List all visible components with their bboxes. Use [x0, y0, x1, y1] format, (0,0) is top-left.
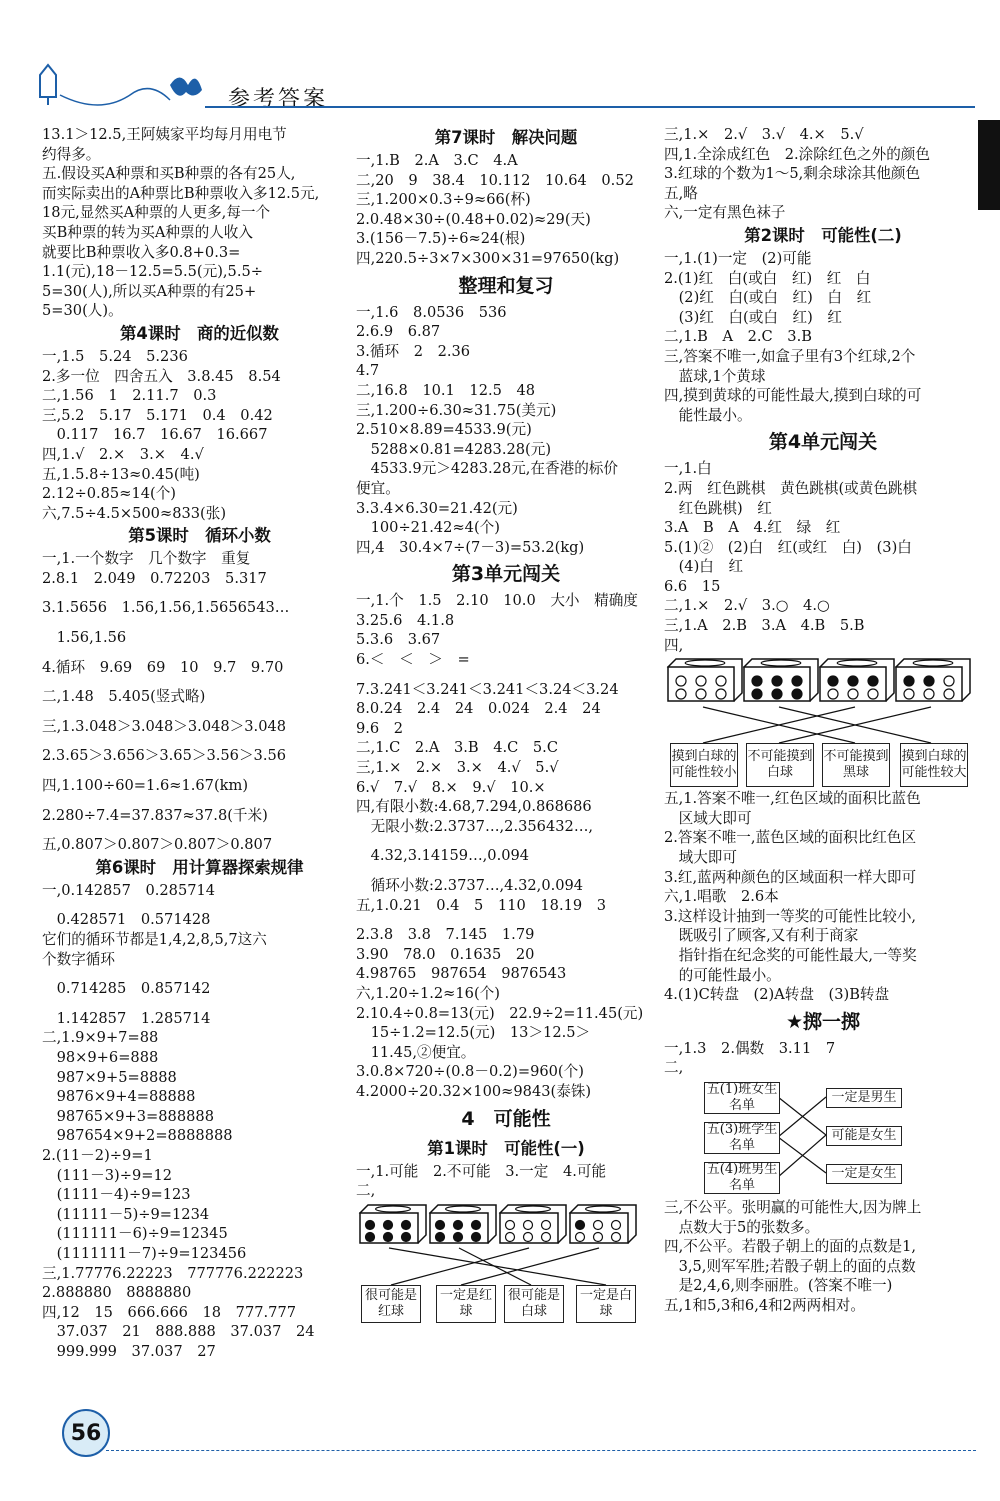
tree-left-3: 五(4)班男生名单: [704, 1162, 780, 1194]
ball-icon: [772, 689, 782, 699]
ball-icon: [542, 1232, 551, 1241]
answer-line: 一,1.可能 2.不可能 3.一定 4.可能: [356, 1162, 607, 1180]
section-heading: 整理和复习: [458, 274, 554, 297]
column-right: [664, 125, 982, 1316]
answer-line: 13.1＞12.5,王阿姨家平均每月用电节: [42, 126, 287, 143]
answer-line: 987×9+5=8888: [42, 1068, 177, 1086]
ball-icon: [696, 689, 706, 699]
answer-line: 三,1.77776.22223 777776.222223: [42, 1264, 304, 1282]
answer-line: 7.3.241＜3.241＜3.241＜3.24＜3.24: [356, 680, 619, 698]
answer-line: 二,1.C 2.A 3.B 4.C 5.C: [356, 739, 558, 757]
answer-line: 4.2000÷20.32×100≈9843(泰铢): [356, 1082, 592, 1100]
ball-icon: [848, 689, 858, 699]
header-divider: [205, 106, 975, 108]
answer-line: 二,1.56 1 2.11.7 0.3: [42, 387, 217, 405]
answer-line: 5.3.6 3.67: [356, 631, 441, 649]
page-number: 56: [62, 1409, 110, 1457]
answer-line: 三,不公平。张明赢的可能性大,因为牌上: [664, 1198, 922, 1216]
answer-line: 2.12÷0.85≈14(个): [42, 485, 176, 503]
tree-right-2: 可能是女生: [826, 1126, 902, 1146]
answer-line: 域大即可: [664, 849, 737, 867]
ball-icon: [676, 676, 686, 686]
answer-line: 六,1.唱歌 2.6本: [664, 888, 779, 906]
ball-icon: [542, 1220, 551, 1229]
ball-icon: [696, 676, 706, 686]
ball-icon: [384, 1232, 393, 1241]
ball-icon: [792, 689, 802, 699]
answer-line: 4.32,3.14159…,0.094: [356, 847, 530, 865]
answer-line: 二,: [664, 1059, 684, 1077]
page-header: [0, 0, 1000, 125]
answer-line: 五,1和5,3和6,4和2两两相对。: [664, 1296, 865, 1314]
answer-line: [42, 796, 357, 806]
answer-line: (111－3)÷9=12: [42, 1166, 173, 1184]
ball-icon: [454, 1232, 463, 1241]
answer-line: 二,16.8 10.1 12.5 48: [356, 381, 536, 399]
answer-line: 二,1.48 5.405(竖式略): [42, 688, 206, 706]
answer-line: 2.0.48×30÷(0.48+0.02)≈29(天): [356, 210, 591, 228]
ball-icon: [716, 676, 726, 686]
answer-line: (3)红 白(或白 红) 红: [664, 308, 842, 326]
answer-line: 2.510×8.89=4533.9(元): [356, 421, 532, 439]
answer-line: 2.(1)红 白(或白 红) 红 白: [664, 269, 871, 287]
answer-line: 2.(11－2)÷9=1: [42, 1146, 153, 1164]
answer-line: 个数字循环: [42, 950, 115, 968]
ball-icon: [676, 689, 686, 699]
ball-icon: [904, 689, 914, 699]
answer-line: [42, 825, 357, 835]
answer-line: 5288×0.81=4283.28(元): [356, 440, 552, 458]
answer-line: 三,5.2 5.17 5.171 0.4 0.42: [42, 406, 273, 424]
answer-line: 一,1.(1)一定 (2)可能: [664, 249, 812, 267]
ball-icon: [506, 1220, 515, 1229]
answer-line: 3.A B A 4.红 绿 红: [664, 519, 841, 537]
answer-line: 三,1.200×0.3÷9≈66(杯): [356, 191, 531, 209]
answer-line: 是2,4,6,则李丽胜。(答案不唯一): [664, 1277, 893, 1295]
answer-line: 一,1.5 5.24 5.236: [42, 347, 188, 365]
ball-icon: [924, 689, 934, 699]
answer-line: 指针指在纪念奖的可能性最大,一等奖: [664, 947, 917, 964]
tree-diagram: [664, 1078, 982, 1198]
answer-line: 三,1.× 2.× 3.× 4.√ 5.√: [356, 759, 559, 777]
answer-line: [42, 999, 357, 1009]
answer-line: 四,220.5÷3×7×300×31=97650(kg): [356, 249, 620, 267]
answer-line: 就要比B种票收入多0.8+0.3=: [42, 243, 241, 261]
answer-line: 一,1.3 2.偶数 3.11 7: [664, 1039, 836, 1057]
ball-icon: [576, 1220, 585, 1229]
answer-line: [42, 618, 357, 628]
answer-line: 2.280÷7.4=37.837≈37.8(千米): [42, 806, 268, 824]
section-heading: 4 可能性: [461, 1107, 551, 1130]
answer-line: 六,1.20÷1.2≈16(个): [356, 984, 500, 1002]
answer-line: (1111111－7)÷9=123456: [42, 1244, 247, 1262]
ball-icon: [828, 676, 838, 686]
tree-left-2: 五(3)班学生名单: [704, 1122, 780, 1154]
answer-line: 4.7: [356, 362, 380, 380]
answer-line: 1.142857 1.285714: [42, 1009, 211, 1027]
ball-icon: [772, 676, 782, 686]
answer-line: 无限小数:2.3737…,2.356432…,: [356, 817, 594, 835]
answer-line: 能性最小。: [664, 406, 752, 424]
ball-icon: [924, 676, 934, 686]
answer-line: 二,1.9×9+7=88: [42, 1029, 159, 1047]
answer-line: 买B种票的转为买A种票的人收入: [42, 223, 253, 241]
answer-line: 2.8.1 2.049 0.72203 5.317: [42, 569, 267, 587]
ball-icon: [944, 689, 954, 699]
ball-icon: [366, 1232, 375, 1241]
diagram2-label-4: 摸到白球的可能性较大: [900, 743, 968, 787]
lesson-heading: 第5课时 循环小数: [128, 526, 271, 546]
ball-icon: [436, 1220, 445, 1229]
answer-line: 四,1.100÷60=1.6≈1.67(km): [42, 777, 249, 795]
tree-right-3: 一定是女生: [826, 1164, 902, 1184]
diagram1-label-1: 很可能是红球: [361, 1285, 421, 1323]
answer-line: 2.多一位 四舍五入 3.8.45 8.54: [42, 367, 281, 385]
answer-line: 四,1.全涂成红色 2.涂除红色之外的颜色: [664, 145, 930, 163]
answer-line: 2.两 红色跳棋 黄色跳棋(或黄色跳棋: [664, 479, 918, 497]
ball-icon: [612, 1220, 621, 1229]
answer-line: [356, 915, 656, 925]
answer-line: 3.(156－7.5)÷6≈24(根): [356, 230, 526, 248]
answer-line: 便宜。: [356, 479, 400, 497]
ball-icon: [402, 1220, 411, 1229]
answer-line: (4)白 红: [664, 558, 744, 576]
answer-line: 9876×9+4=88888: [42, 1088, 196, 1106]
answer-line: 五,0.807＞0.807＞0.807＞0.807: [42, 836, 273, 854]
ball-icon: [594, 1220, 603, 1229]
answer-line: (11111－5)÷9=1234: [42, 1205, 210, 1223]
answer-line: 六,7.5÷4.5×500≈833(张): [42, 504, 227, 522]
ball-icon: [366, 1220, 375, 1229]
answer-line: 4.(1)C转盘 (2)A转盘 (3)B转盘: [664, 986, 890, 1004]
answer-line: 2.3.65＞3.656＞3.65＞3.56＞3.56: [42, 747, 287, 765]
column-middle: [356, 125, 656, 1325]
column-left: [42, 125, 357, 1361]
lesson-heading: 第6课时 用计算器探索规律: [95, 857, 304, 877]
answer-line: 三,1.A 2.B 3.A 4.B 5.B: [664, 617, 865, 635]
answer-line: 既吸引了顾客,又有利于商家: [664, 927, 859, 945]
answer-line: [356, 670, 656, 680]
answer-line: 一,1.一个数字 几个数字 重复: [42, 550, 251, 568]
answer-line: 8.0.24 2.4 24 0.024 2.4 24: [356, 700, 601, 718]
diagram1-label-3: 很可能是白球: [504, 1285, 564, 1323]
answer-line: 987654×9+2=8888888: [42, 1127, 233, 1145]
answer-line: 3.循环 2 2.36: [356, 342, 471, 360]
boxes-diagram-1: [356, 1203, 656, 1323]
answer-line: 5=30(人)。: [42, 302, 123, 320]
section-heading: ★掷一掷: [785, 1010, 861, 1033]
answer-line: [42, 736, 357, 746]
answer-line: [42, 648, 357, 658]
connector-line: [389, 1248, 606, 1285]
section-heading: 第4单元闯关: [768, 431, 878, 454]
ball-icon: [436, 1232, 445, 1241]
answer-line: 四,1.√ 2.× 3.× 4.√: [42, 445, 204, 463]
answer-line: 二,1.B A 2.C 3.B: [664, 328, 812, 346]
answer-line: 三,1.3.048＞3.048＞3.048＞3.048: [42, 717, 287, 735]
ball-icon: [472, 1232, 481, 1241]
answer-line: 37.037 21 888.888 37.037 24: [42, 1323, 315, 1341]
answer-line: 2.888880 8888880: [42, 1284, 192, 1302]
ball-icon: [752, 689, 762, 699]
answer-line: 三,1.200÷6.30≈31.75(美元): [356, 401, 557, 419]
answer-line: 3.1.5656 1.56,1.56,1.5656543…: [42, 599, 290, 617]
answer-line: 0.117 16.7 16.67 16.667: [42, 426, 268, 444]
answer-line: 11.45,②便宜。: [356, 1043, 476, 1061]
answer-line: 循环小数:2.3737…,4.32,0.094: [356, 877, 584, 894]
section-heading: 第3单元闯关: [451, 563, 561, 586]
answer-line: 三,1.× 2.√ 3.√ 4.× 5.√: [664, 126, 864, 143]
answer-line: 蓝球,1个黄球: [664, 367, 766, 385]
answer-line: [42, 707, 357, 717]
ball-icon: [576, 1232, 585, 1241]
answer-line: 红色跳棋) 红: [664, 499, 772, 517]
answer-line: 3.90 78.0 0.1635 20: [356, 945, 535, 963]
diagram2-label-1: 摸到白球的可能性较小: [670, 743, 738, 787]
answer-line: 4.循环 9.69 69 10 9.7 9.70: [42, 658, 284, 676]
ball-icon: [524, 1220, 533, 1229]
answer-line: 五,1.0.21 0.4 5 110 18.19 3: [356, 896, 607, 914]
ball-icon: [752, 676, 762, 686]
answer-line: [356, 866, 656, 876]
answer-line: 5.(1)② (2)白 红(或红 白) (3)白: [664, 538, 912, 556]
answer-line: (2)红 白(或白 红) 白 红: [664, 289, 872, 307]
lesson-heading: 第7课时 解决问题: [434, 128, 578, 147]
answer-line: 六,一定有黑色袜子: [664, 204, 786, 222]
answer-line: 3,5,则军军胜;若骰子朝上的面的点数: [664, 1257, 916, 1275]
connector-line: [778, 1135, 826, 1177]
answer-line: 5=30(人),所以买A种票的有25+: [42, 282, 257, 300]
ball-icon: [612, 1232, 621, 1241]
lesson-heading: 第2课时 可能性(二): [744, 225, 902, 245]
footer-divider: [106, 1450, 976, 1451]
answer-line: 6.6 15: [664, 577, 721, 595]
ball-icon: [716, 689, 726, 699]
answer-line: 98765×9+3=888888: [42, 1107, 214, 1125]
answer-line: 2.3.8 3.8 7.145 1.79: [356, 926, 535, 944]
answer-line: 四,不公平。若骰子朝上的面的点数是1,: [664, 1238, 917, 1256]
answer-line: [356, 836, 656, 846]
answer-line: 3.0.8×720÷(0.8－0.2)=960(个): [356, 1063, 584, 1081]
ball-icon: [868, 689, 878, 699]
answer-line: 2.10.4÷0.8=13(元) 22.9÷2=11.45(元): [356, 1004, 644, 1022]
answer-line: 二,1.× 2.√ 3.○ 4.○: [664, 597, 830, 615]
connector-line: [461, 1248, 599, 1285]
answer-line: 三,答案不唯一,如盒子里有3个红球,2个: [664, 347, 916, 365]
ball-icon: [868, 676, 878, 686]
answer-line: 一,1.白: [664, 460, 712, 478]
answer-line: 四,: [664, 636, 684, 654]
connector-line: [459, 1248, 531, 1285]
diagram1-label-4: 一定是白球: [576, 1285, 636, 1323]
answer-line: (111111－6)÷9=12345: [42, 1225, 228, 1243]
ball-icon: [524, 1232, 533, 1241]
answer-line: 五,略: [664, 184, 698, 202]
answer-line: [42, 588, 357, 598]
answer-line: 2.答案不唯一,蓝色区域的面积比红色区: [664, 829, 917, 847]
answer-line: 区域大即可: [664, 809, 752, 827]
answer-line: 15÷1.2=12.5(元) 13＞12.5＞: [356, 1024, 591, 1042]
answer-line: 6.＜ ＜ ＞ =: [356, 651, 470, 669]
diagram1-label-2: 一定是红球: [436, 1285, 496, 1323]
ball-icon: [454, 1220, 463, 1229]
answer-line: 3.红,蓝两种颜色的区域面积一样大即可: [664, 868, 917, 886]
answer-line: 6.√ 7.√ 8.× 9.√ 10.×: [356, 778, 546, 796]
tree-left-1: 五(1)班女生名单: [704, 1082, 780, 1114]
answer-line: 五.假设买A种票和买B种票的各有25人,: [42, 165, 296, 183]
ball-icon: [904, 676, 914, 686]
answer-line: 4.98765 987654 9876543: [356, 965, 567, 983]
answer-line: 3.红球的个数为1～5,剩余球涂其他颜色: [664, 165, 921, 183]
ball-icon: [472, 1220, 481, 1229]
answer-line: 约得多。: [42, 145, 101, 163]
answer-line: 二,20 9 38.4 10.112 10.64 0.52: [356, 171, 634, 189]
answer-line: 二,: [356, 1182, 376, 1200]
answer-line: 4533.9元＞4283.28元,在香港的标价: [356, 460, 618, 478]
answer-line: 100÷21.42≈4(个): [356, 519, 500, 537]
answer-line: [42, 677, 357, 687]
answer-line: 0.714285 0.857142: [42, 980, 211, 998]
answer-line: 一,0.142857 0.285714: [42, 881, 216, 899]
boxes-diagram-2: [664, 657, 982, 787]
connector-line: [391, 1248, 529, 1285]
answer-line: 9.6 2: [356, 719, 404, 737]
ball-icon: [402, 1232, 411, 1241]
answer-line: 0.428571 0.571428: [42, 911, 211, 929]
ball-icon: [944, 676, 954, 686]
answer-line: 四,摸到黄球的可能性最大,摸到白球的可: [664, 387, 922, 405]
ball-icon: [506, 1232, 515, 1241]
answer-line: 点数大于5的张数多。: [664, 1218, 820, 1236]
answer-line: 999.999 37.037 27: [42, 1342, 216, 1360]
answer-line: 一,1.B 2.A 3.C 4.A: [356, 152, 518, 169]
ball-icon: [848, 676, 858, 686]
answer-line: 1.1(元),18－12.5=5.5(元),5.5÷: [42, 263, 263, 281]
ball-icon: [828, 689, 838, 699]
answer-line: 3.3.4×6.30=21.42(元): [356, 499, 518, 517]
lesson-heading: 第4课时 商的近似数: [120, 323, 279, 343]
answer-line: 一,1.个 1.5 2.10 10.0 大小 精确度: [356, 592, 638, 610]
answer-line: 它们的循环节都是1,4,2,8,5,7这六: [42, 931, 267, 948]
answer-line: 一,1.6 8.0536 536: [356, 303, 507, 321]
connector-line: [778, 1137, 826, 1173]
diagram2-label-2: 不可能摸到白球: [746, 743, 814, 787]
answer-line: (1111－4)÷9=123: [42, 1186, 191, 1204]
answer-line: 四,12 15 666.666 18 777.777: [42, 1303, 297, 1321]
answer-line: 98×9+6=888: [42, 1048, 159, 1066]
answer-line: [42, 969, 357, 979]
answer-line: 五,1.答案不唯一,红色区域的面积比蓝色: [664, 790, 921, 808]
answer-line: 3.这样设计抽到一等奖的可能性比较小,: [664, 907, 917, 925]
answer-line: 而实际卖出的A种票比B种票收入多12.5元,: [42, 184, 320, 202]
answer-line: [42, 900, 357, 910]
answer-line: [42, 766, 357, 776]
answer-line: 的可能性最小。: [664, 966, 781, 984]
answer-line: 2.6.9 6.87: [356, 323, 441, 341]
header-title: 参考答案: [228, 87, 329, 112]
lesson-heading: 第1课时 可能性(一): [427, 1138, 585, 1158]
ball-icon: [384, 1220, 393, 1229]
answer-line: 五,1.5.8÷13≈0.45(吨): [42, 465, 200, 483]
answer-line: 四,有限小数:4.68,7.294,0.868686: [356, 798, 592, 816]
tree-right-1: 一定是男生: [826, 1088, 902, 1108]
answer-line: 四,4 30.4×7÷(7－3)=53.2(kg): [356, 538, 585, 556]
answer-line: 18元,显然买A种票的人更多,每一个: [42, 204, 271, 222]
ball-icon: [594, 1232, 603, 1241]
answer-line: 3.25.6 4.1.8: [356, 611, 455, 629]
answer-line: 1.56,1.56: [42, 629, 127, 647]
ball-icon: [792, 676, 802, 686]
diagram2-label-3: 不可能摸到黑球: [822, 743, 890, 787]
